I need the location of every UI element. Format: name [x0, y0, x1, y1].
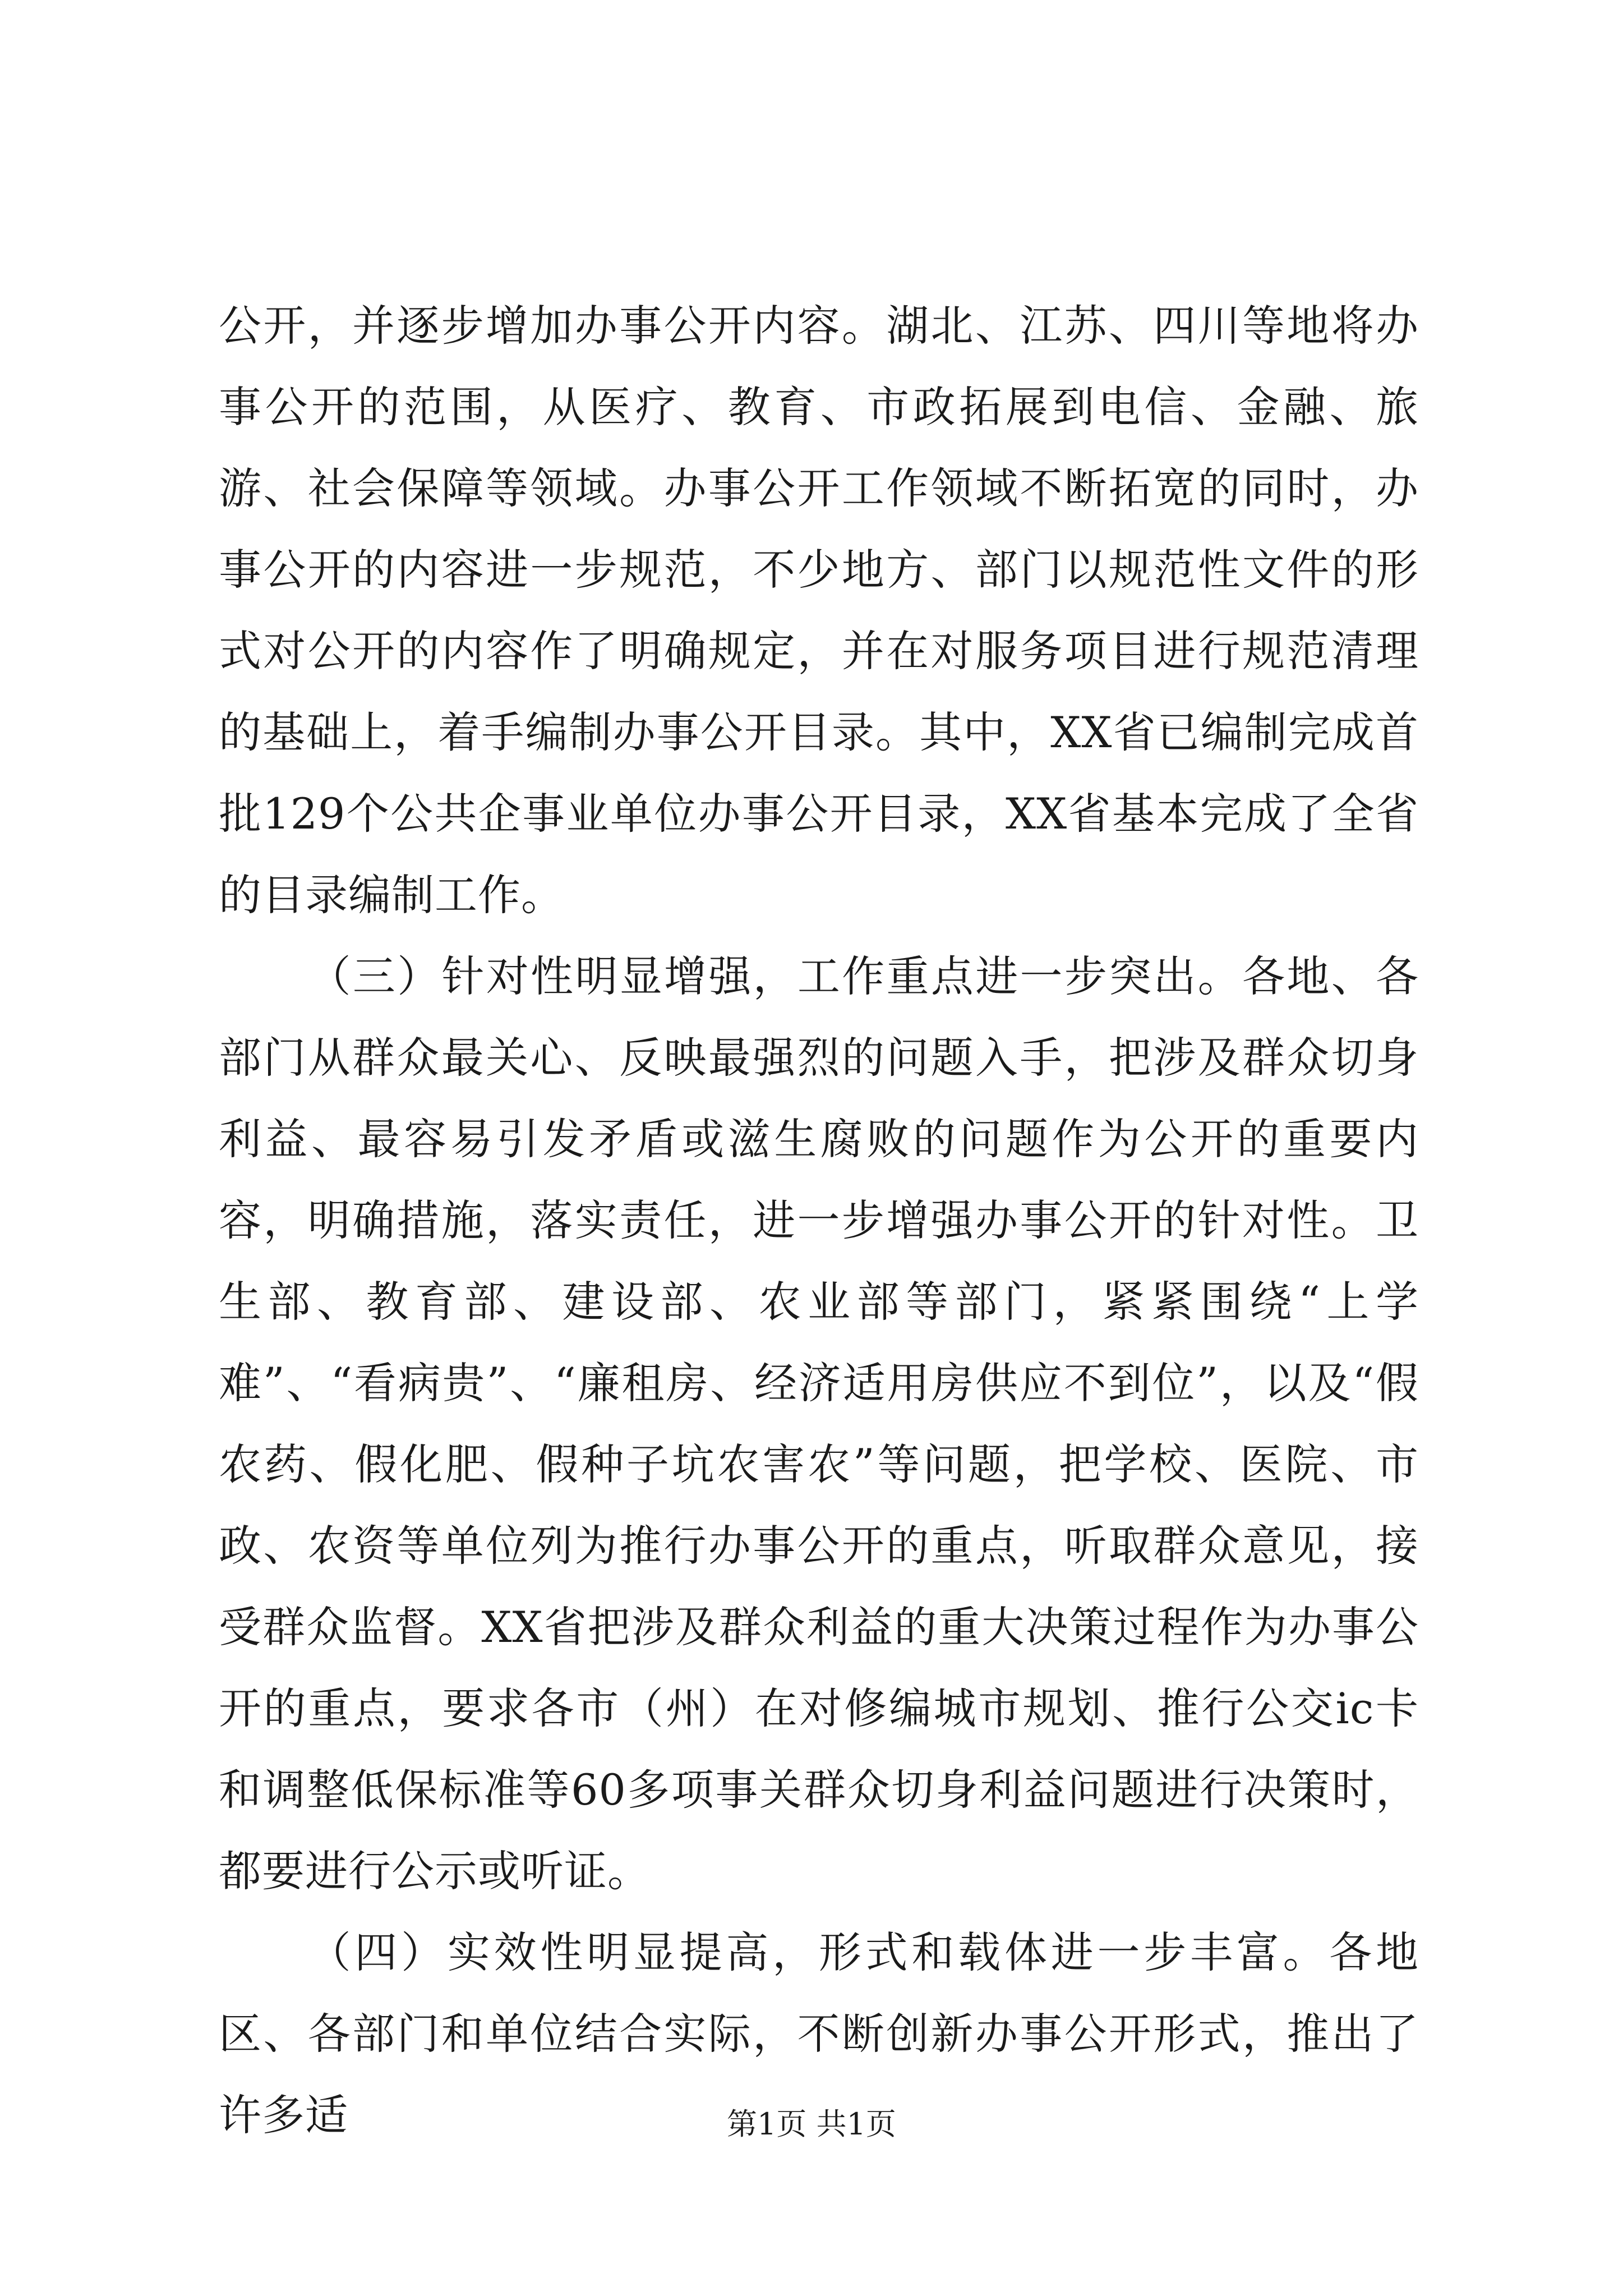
paragraph-section-four: （四）实效性明显提高，形式和载体进一步丰富。各地区、各部门和单位结合实际，不断创新办事公开形式，推出了许多适 [219, 1927, 1419, 2140]
paragraph-section-three: （三）针对性明显增强，工作重点进一步突出。各地、各部门从群众最关心、反映最强烈的问题入手，把涉及群众切身利益、最容易引发矛盾或滋生腐败的问题作为公开的重要内容，明确措施，落实责任，进一步增强办事公开的针对性。卫生部、教育部、建设部、农业部等部门，紧紧围绕“上学难”、“看病贵”、“廉租房、经济适用房供应不到位”，以及“假农药、假化肥、假种子坑农害农”等问题，把学校、医院、市政、农资等单位列为推行办事公开的重点，听取群众意见，接受群众监督。XX省把涉及群众利益的重大决策过程作为办事公开的重点，要求各市（州）在对修编城市规划、推行公交ic卡和调整低保标准等60多项事关群众切身利益问题进行决策时，都要进行公示或听证。 [219, 951, 1419, 1896]
paragraph-continued: 公开，并逐步增加办事公开内容。湖北、江苏、四川等地将办事公开的范围，从医疗、教育、市政拓展到电信、金融、旅游、社会保障等领域。办事公开工作领域不断拓宽的同时，办事公开的内容进一步规范，不少地方、部门以规范性文件的形式对公开的内容作了明确规定，并在对服务项目进行规范清理的基础上，着手编制办事公开目录。其中，XX省已编制完成首批129个公共企事业单位办事公开目录，XX省基本完成了全省的目录编制工作。 [219, 301, 1419, 920]
document-body [219, 285, 1419, 2156]
page-number-footer: 第1页 共1页 [727, 2106, 896, 2142]
